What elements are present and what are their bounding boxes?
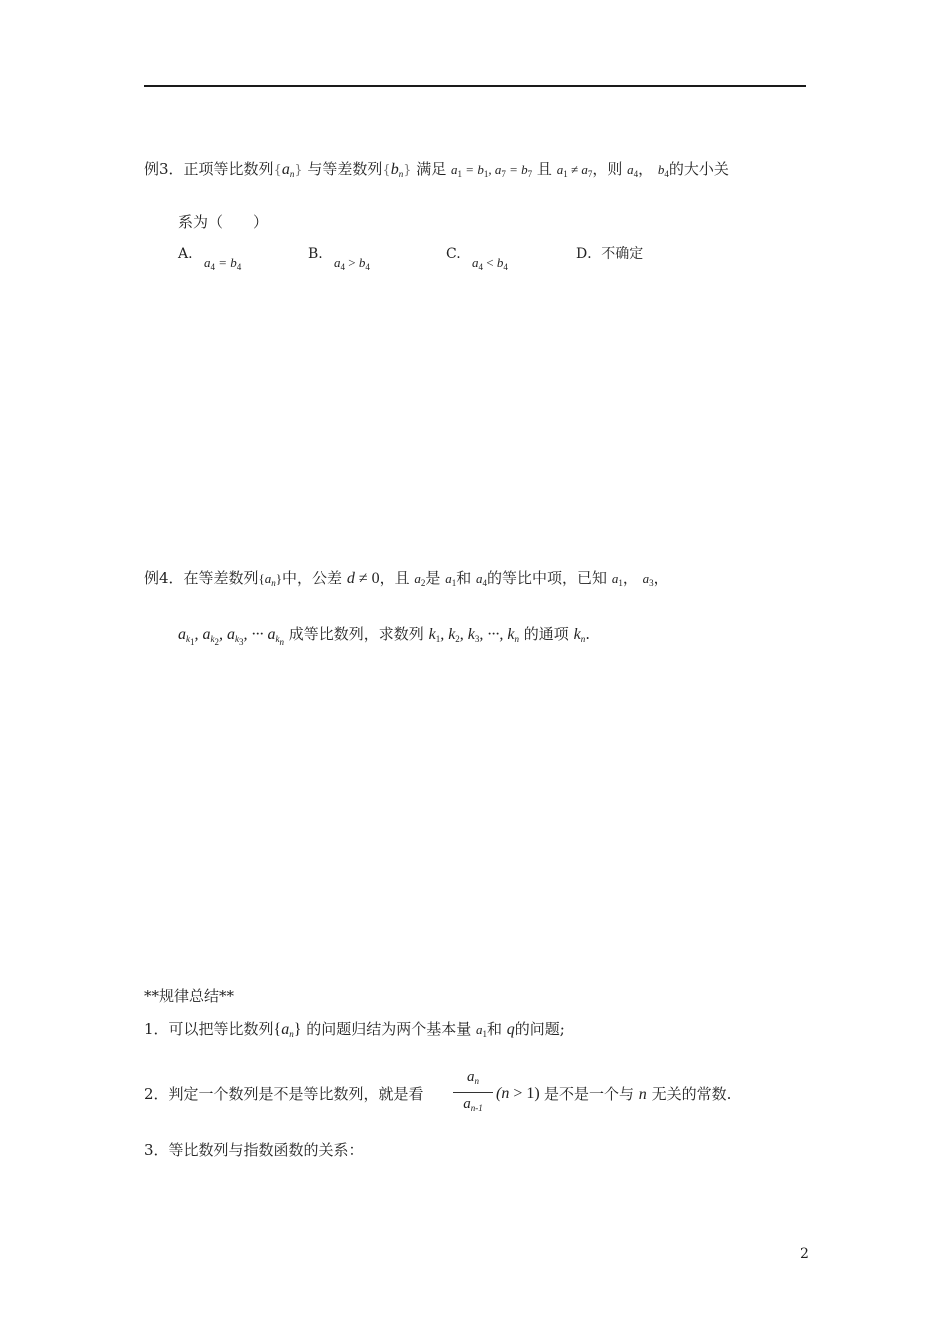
example-4-text-10: . [585,625,590,643]
example-4-line-2: $a_{k_1}$, $a_{k_2}$, $a_{k_3}$, ··· $a_{k_n}$ 成等比数列，求数列 $k_1$, $k_2$, $k_3$, ···, $k_n$ 的通项 $k_n$. [178,625,590,647]
summary-item-2-text-b: 是不是一个与 n 无关的常数. [544,1085,732,1103]
header-rule [144,85,806,87]
example-3-text-2: 满足 [416,160,447,178]
example-4-line-1: 例4．在等差数列$\{a_n\}$中，公差 d ≠ 0，且 $a_2$是 $a_1$和 $a_4$的等比中项，已知 $a_1$， $a_3$， [144,569,669,588]
example-3-text-1: 与等差数列 [307,160,383,178]
example-3-text-4: ，则 [592,160,623,178]
option-d-label: D．不确定 [576,246,644,262]
example-4-text-7: ， [653,569,669,587]
option-c-label: C. [446,246,461,262]
summary-item-1: 1．可以把等比数列$\{a_n\}$ 的问题归结为两个基本量 $a_1$和 q的问题; [144,1020,565,1039]
summary-item-2-text-a: 2．判定一个数列是不是等比数列，就是看 [144,1085,424,1103]
option-b-label: B. [308,246,323,262]
summary-item-2-b: 是不是一个与 [544,1085,635,1103]
example-3-prefix: 例3．正项等比数列 [144,160,274,178]
example-4-text-9: 的通项 [523,625,569,643]
summary-condition: (n > 1) [496,1085,540,1102]
summary-item-1-d: 的问题; [514,1020,565,1038]
option-a-label: A. [178,246,193,262]
example-4-text-5: 的等比中项，已知 [487,569,608,587]
summary-item-1-b: 的问题归结为两个基本量 [306,1020,472,1038]
example-3-line-1: 例3．正项等比数列$\{a_n\}$ 与等差数列$\{b_n\}$ 满足 $a_1 = b_1$, $a_7 = b_7$ 且 $a_1 \ne a_7$，则 $a_4$， $b_4$的大小关 [144,160,729,179]
example-3-text-5: ， [638,160,654,178]
example-3-text-6: 的大小关 [668,160,729,178]
summary-item-3: 3．等比数列与指数函数的关系： [144,1141,364,1159]
summary-item-1-c: 和 [487,1020,503,1038]
example-4-text-8: 成等比数列，求数列 [288,625,424,643]
option-b-math: $a_4 > b_4$ [334,255,370,272]
example-4-text-6: ， [622,569,638,587]
example-4-prefix: 例4．在等差数列 [144,569,259,587]
summary-item-2-c: 无关的常数. [651,1085,732,1103]
option-a-math: $a_4 = b_4$ [204,255,242,272]
example-4-text-2: ，且 [379,569,410,587]
option-c-math: $a_4 < b_4$ [472,255,508,272]
summary-item-1-a: 1．可以把等比数列 [144,1020,274,1038]
summary-fraction: $a_n$ $a_{n-1}$ [453,1068,493,1117]
summary-heading: **规律总结** [144,987,235,1005]
example-4-text-3: 是 [425,569,441,587]
example-4-text-4: 和 [456,569,472,587]
page-number: 2 [800,1246,809,1262]
example-3-text-3: 且 [536,160,552,178]
example-3-line-2: 系为（ ） [178,213,269,231]
example-4-text-1: 中，公差 [282,569,343,587]
